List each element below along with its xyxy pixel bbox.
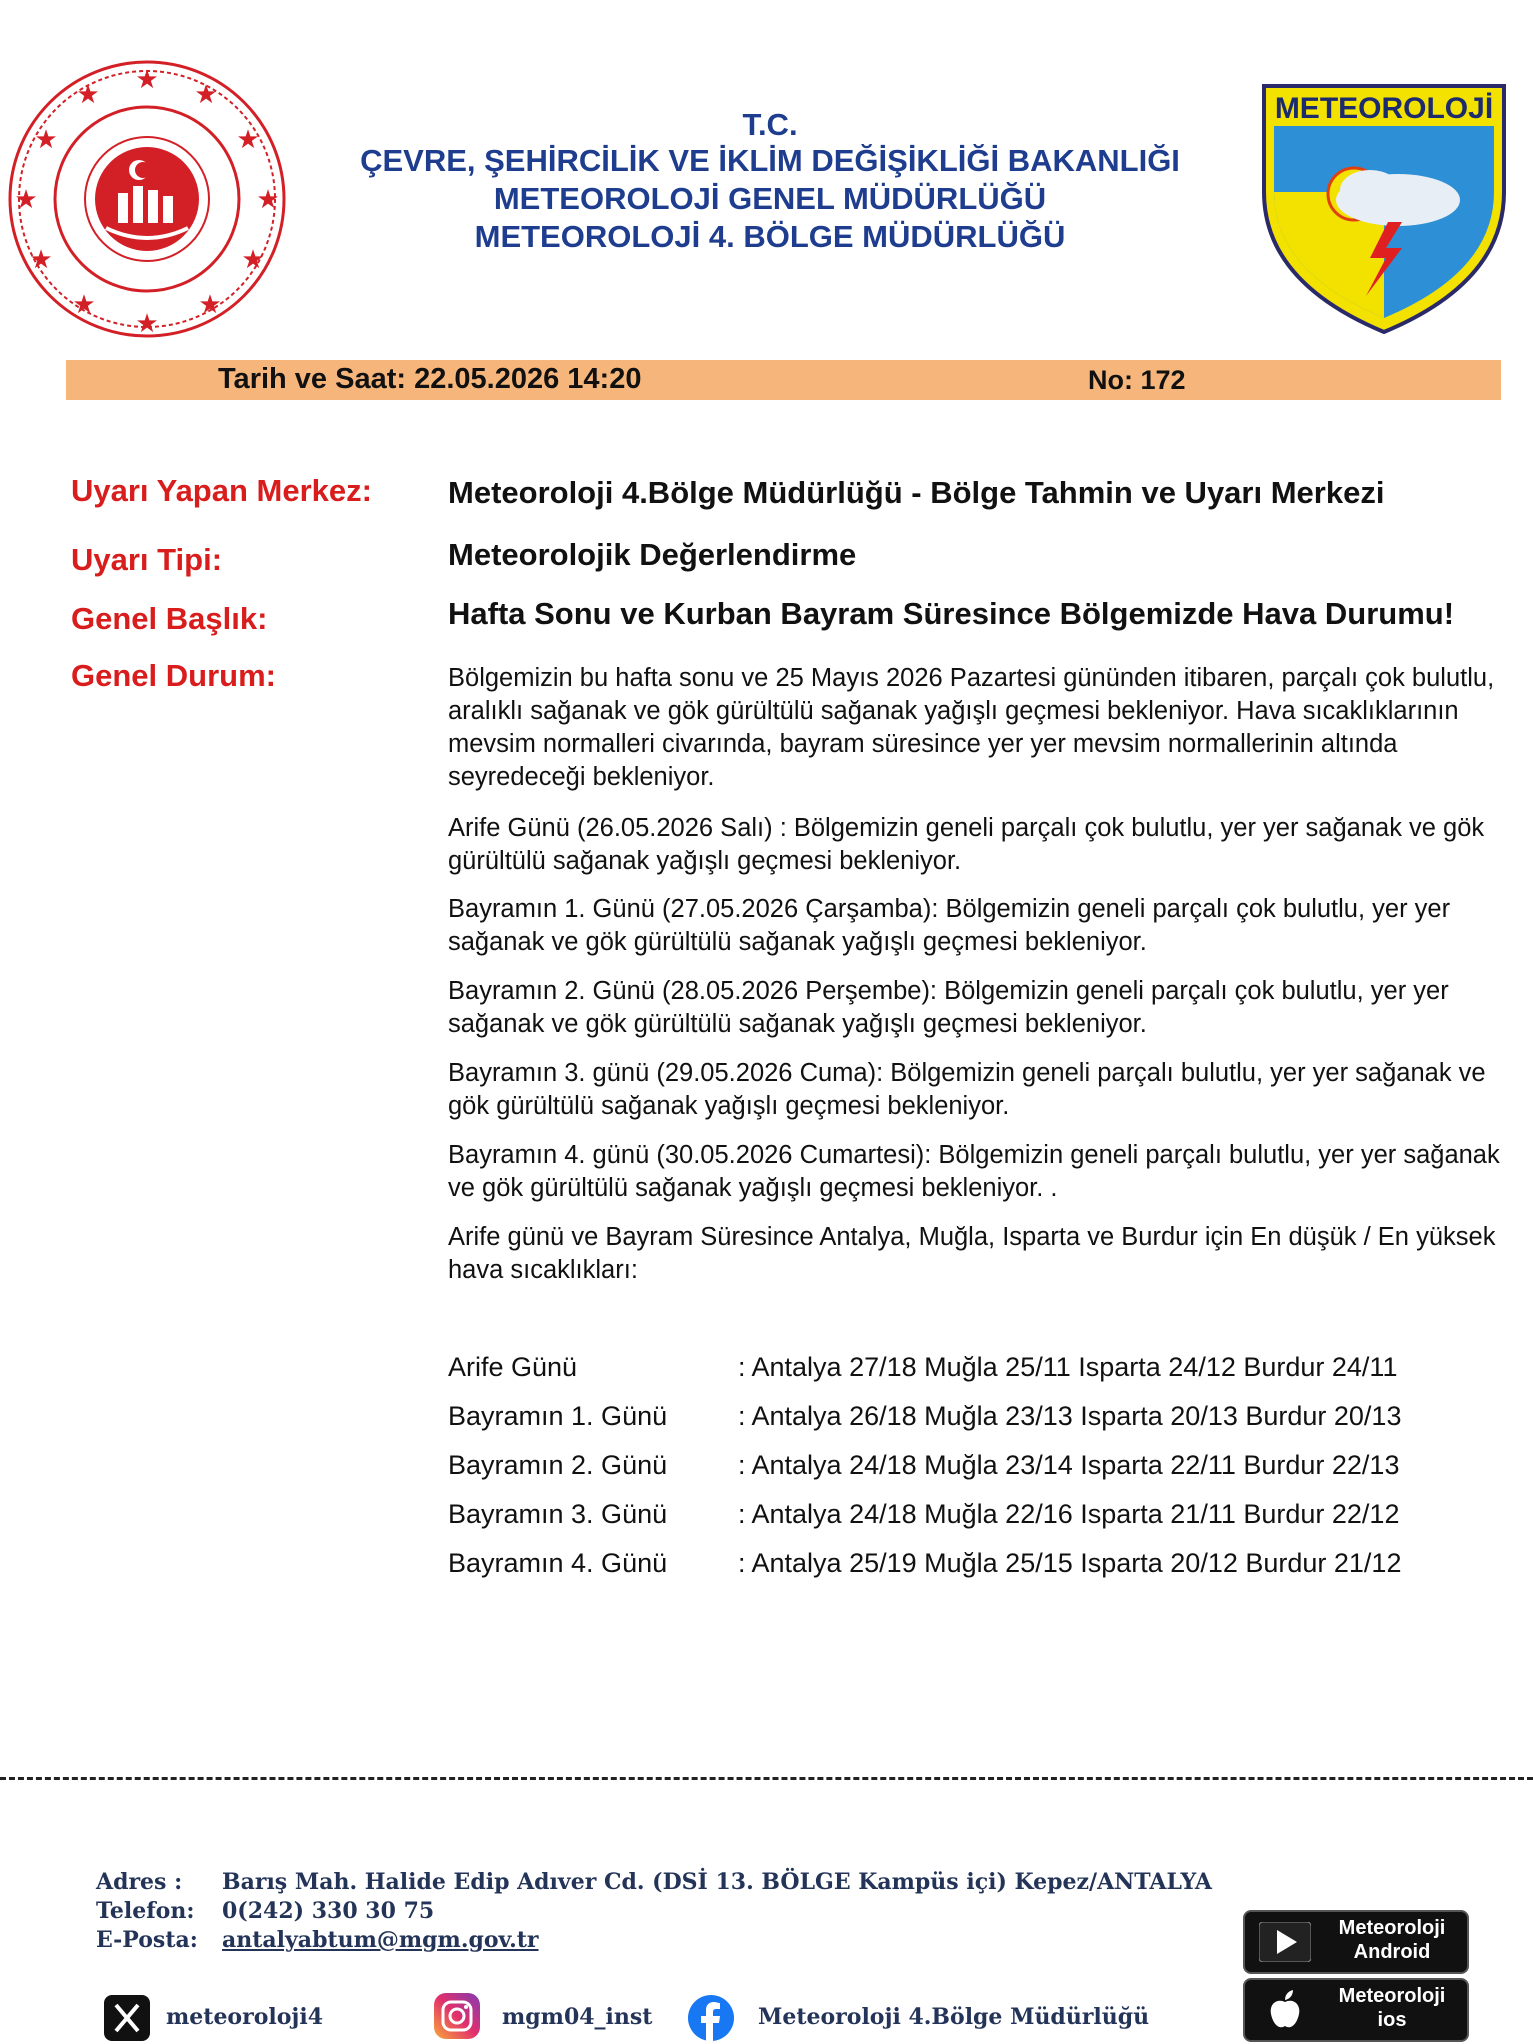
paragraph-general: Bölgemizin bu hafta sonu ve 25 Mayıs 2026 Pazartesi gününden itibaren, parçalı çok bulutlu, aralıklı sağanak ve gök gürültülü sağanak yağışlı geçmesi bekleniyor. Hava sıcaklıklarının mevsim normalleri civarında, bayram süresince yer yer mevsim normallerinin altında seyredeceği bekleniyor. bbox=[448, 664, 1495, 791]
svg-text:★: ★ bbox=[29, 244, 53, 274]
date-bar bbox=[66, 360, 1501, 400]
ministry-seal-logo bbox=[6, 58, 288, 340]
svg-text:★: ★ bbox=[14, 184, 38, 214]
svg-text:★: ★ bbox=[241, 244, 265, 274]
paragraph-day3: Bayramın 3. günü (29.05.2026 Cuma): Bölgemizin geneli parçalı bulutlu, yer yer sağanak ve gök gürültülü sağanak yağışlı geçmesi bekleniyor. bbox=[448, 1059, 1486, 1120]
svg-text:METEOROLOJİ: METEOROLOJİ bbox=[1274, 92, 1494, 125]
address-value: Barış Mah. Halide Edip Adıver Cd. (DSİ 13. BÖLGE Kampüs içi) Kepez/ANTALYA bbox=[222, 1869, 1212, 1895]
type-label: Uyarı Tipi: bbox=[71, 542, 223, 577]
bulletin-number: No: 172 bbox=[1088, 365, 1186, 395]
paragraph-day1: Bayramın 1. Günü (27.05.2026 Çarşamba): Bölgemizin geneli parçalı çok bulutlu, yer yer sağanak ve gök gürültülü sağanak yağışlı geçmesi bekleniyor. bbox=[448, 895, 1451, 956]
center-label: Uyarı Yapan Merkez: bbox=[71, 473, 372, 508]
svg-text:★: ★ bbox=[72, 289, 96, 319]
paragraph-day2: Bayramın 2. Günü (28.05.2026 Perşembe): Bölgemizin geneli parçalı çok bulutlu, yer yer sağanak ve gök gürültülü sağanak yağışlı geçmesi bekleniyor. bbox=[448, 977, 1449, 1038]
address-label: Adres : bbox=[96, 1869, 183, 1895]
phone-label: Telefon: bbox=[96, 1898, 195, 1924]
temperature-values: : Antalya 27/18 Muğla 25/11 Isparta 24/12 Burdur 24/11 bbox=[738, 1352, 1398, 1382]
email-label: E-Posta: bbox=[96, 1927, 198, 1953]
facebook-icon[interactable] bbox=[688, 1995, 734, 2041]
temperature-values: : Antalya 24/18 Muğla 22/16 Isparta 21/11 Burdur 22/12 bbox=[738, 1499, 1400, 1529]
svg-text:★: ★ bbox=[256, 184, 280, 214]
svg-text:★: ★ bbox=[34, 124, 58, 154]
temperature-day: Bayramın 4. Günü bbox=[448, 1548, 668, 1578]
header-regional-directorate: METEOROLOJİ 4. BÖLGE MÜDÜRLÜĞÜ bbox=[474, 219, 1066, 254]
temperature-day: Bayramın 2. Günü bbox=[448, 1450, 668, 1480]
header-general-directorate: METEOROLOJİ GENEL MÜDÜRLÜĞÜ bbox=[493, 181, 1047, 216]
instagram-icon[interactable] bbox=[434, 1993, 480, 2039]
svg-text:★: ★ bbox=[194, 79, 218, 109]
svg-text:★: ★ bbox=[198, 289, 222, 319]
svg-text:★: ★ bbox=[236, 124, 260, 154]
temperature-values: : Antalya 24/18 Muğla 23/14 Isparta 22/11 Burdur 22/13 bbox=[738, 1450, 1400, 1480]
temperature-day: Bayramın 3. Günü bbox=[448, 1499, 668, 1529]
title-label: Genel Başlık: bbox=[71, 601, 268, 636]
date-time: Tarih ve Saat: 22.05.2026 14:20 bbox=[218, 363, 642, 395]
temperature-day: Bayramın 1. Günü bbox=[448, 1401, 668, 1431]
header-ministry: ÇEVRE, ŞEHİRCİLİK VE İKLİM DEĞİŞİKLİĞİ BAKANLIĞI bbox=[360, 143, 1180, 178]
email-link[interactable]: antalyabtum@mgm.gov.tr bbox=[222, 1927, 539, 1953]
temperature-values: : Antalya 26/18 Muğla 23/13 Isparta 20/13 Burdur 20/13 bbox=[738, 1401, 1402, 1431]
title-value: Hafta Sonu ve Kurban Bayram Süresince Bölgemizde Hava Durumu! bbox=[448, 596, 1455, 631]
ios-button-label: Meteoroloji ios bbox=[1338, 1985, 1446, 2031]
android-button-label: Meteoroloji Android bbox=[1338, 1917, 1446, 1963]
paragraph-arife: Arife Günü (26.05.2026 Salı) : Bölgemizin geneli parçalı çok bulutlu, yer yer sağanak ve gök gürültülü sağanak yağışlı geçmesi bekleniyor. bbox=[448, 814, 1485, 875]
svg-text:★: ★ bbox=[76, 79, 100, 109]
paragraph-temperatures-intro: Arife günü ve Bayram Süresince Antalya, Muğla, Isparta ve Burdur için En düşük / En yüksek hava sıcaklıkları: bbox=[448, 1223, 1496, 1284]
instagram-handle[interactable]: mgm04_inst bbox=[502, 2004, 653, 2030]
facebook-handle[interactable]: Meteoroloji 4.Bölge Müdürlüğü bbox=[758, 2004, 1150, 2030]
status-label: Genel Durum: bbox=[71, 658, 276, 693]
footer-divider bbox=[0, 1777, 1533, 1780]
android-app-button[interactable] bbox=[1243, 1910, 1469, 1974]
header-tc: T.C. bbox=[742, 107, 798, 142]
temperature-values: : Antalya 25/19 Muğla 25/15 Isparta 20/12 Burdur 21/12 bbox=[738, 1548, 1402, 1578]
x-twitter-icon[interactable] bbox=[104, 1995, 150, 2041]
phone-value: 0(242) 330 30 75 bbox=[222, 1898, 435, 1924]
center-value: Meteoroloji 4.Bölge Müdürlüğü - Bölge Tahmin ve Uyarı Merkezi bbox=[448, 475, 1385, 510]
ios-app-button[interactable] bbox=[1243, 1978, 1469, 2042]
svg-text:★: ★ bbox=[135, 64, 159, 94]
play-store-icon bbox=[1259, 1922, 1311, 1962]
svg-text:★: ★ bbox=[135, 308, 159, 338]
paragraph-day4: Bayramın 4. günü (30.05.2026 Cumartesi): Bölgemizin geneli parçalı bulutlu, yer yer sağanak ve gök gürültülü sağanak yağışlı geçmesi bekleniyor. . bbox=[448, 1141, 1500, 1202]
temperature-day: Arife Günü bbox=[448, 1352, 578, 1382]
x-handle[interactable]: meteoroloji4 bbox=[166, 2004, 324, 2030]
type-value: Meteorolojik Değerlendirme bbox=[448, 537, 857, 572]
apple-icon bbox=[1263, 1988, 1307, 2032]
meteoroloji-shield-logo bbox=[1258, 82, 1510, 334]
